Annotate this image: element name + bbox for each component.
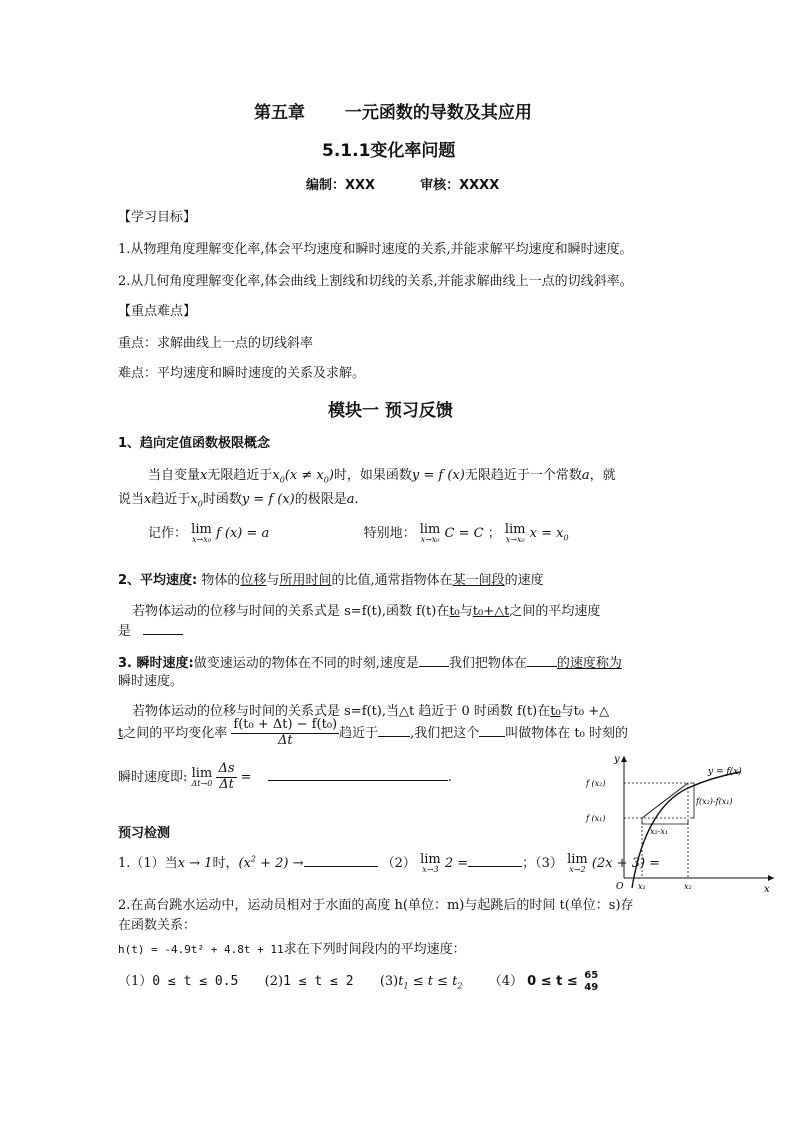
limit-notation-line: 记作： lim x→x₀ f (x) = a 特别地： lim x→x₀ C = C ； lim x→x₀ $x = x_0$ bbox=[148, 522, 569, 544]
math-expr: (2x + 3) = bbox=[591, 856, 661, 871]
answer-blank[interactable] bbox=[527, 654, 557, 667]
limit-expr: lim x→2 bbox=[567, 852, 588, 874]
text: 做变速运动的物体在不同的时刻,速度是 bbox=[193, 656, 419, 671]
math-limit-x: $x = x_0$ bbox=[529, 526, 569, 543]
inst-speed-para3: 瞬时速度即: lim Δt→0 $\frac{\Delta s}{\Delta t}$ = . bbox=[118, 761, 452, 792]
math-expr: $(x^2 + 2)$ → bbox=[238, 854, 304, 871]
check-question-2b: 在函数关系： bbox=[118, 918, 197, 933]
text: t₀ bbox=[550, 704, 561, 719]
text: 与 bbox=[560, 704, 574, 719]
option-3-range: $t_1 \le t \le t_2$ bbox=[398, 974, 463, 991]
limit-concept-heading: 1、趋向定值函数极限概念 bbox=[118, 436, 271, 451]
fraction-numerator: f(t₀ + Δt) − f(t₀) bbox=[233, 717, 338, 732]
math-x: x bbox=[200, 468, 208, 483]
keys-heading: 【重点难点】 bbox=[118, 304, 197, 319]
inst-speed-heading: 3. 瞬时速度: bbox=[118, 656, 194, 671]
height-function: h(t) = -4.9t² + 4.8t + 11 bbox=[118, 943, 284, 956]
math-x: x bbox=[144, 492, 152, 507]
option-3-label: (3) bbox=[379, 974, 399, 989]
check-question-1 bbox=[118, 852, 660, 874]
text: 所用时间 bbox=[279, 573, 332, 588]
origin-label: O bbox=[616, 882, 624, 892]
check-options bbox=[118, 970, 600, 993]
dx-label: x₂-x₁ bbox=[650, 827, 669, 836]
check-heading: 预习检测 bbox=[118, 826, 171, 841]
option-2-range: 1 ≤ t ≤ 2 bbox=[283, 974, 354, 989]
fraction-denominator: Δt bbox=[277, 732, 293, 748]
limit-concept-line2: 说当x趋近于$x_0$时函数y = f (x)的极限是a. bbox=[118, 492, 359, 509]
avg-speed-para1 bbox=[132, 600, 600, 619]
text: 无限趋近于一个常数 bbox=[464, 468, 582, 483]
avg-speed-para2 bbox=[118, 620, 183, 639]
x-axis-label: x bbox=[764, 884, 770, 895]
math-fx: y = f (x) bbox=[411, 468, 465, 483]
math-expr: 2 = bbox=[444, 856, 469, 871]
inst-speed-heading-line2: 瞬时速度。 bbox=[118, 674, 184, 689]
secant-line bbox=[642, 783, 688, 818]
text: 时函数 bbox=[202, 492, 242, 507]
text: 叫做物体在 t₀ 时刻的 bbox=[505, 725, 628, 741]
inst-speed-heading-line bbox=[118, 652, 622, 671]
text: 物体的 bbox=[201, 573, 241, 588]
option-1-range: 0 ≤ t ≤ 0.5 bbox=[152, 974, 239, 989]
text: t₀ bbox=[449, 604, 460, 619]
text: t₀+△t bbox=[472, 604, 510, 619]
math-a: a bbox=[346, 492, 355, 507]
text: （2） bbox=[381, 856, 416, 871]
fraction-denominator: 49 bbox=[584, 981, 599, 993]
text: 若物体运动的位移与时间的关系式是 s=f(t),当△t 趋近于 0 时函数 f(t)在 bbox=[132, 704, 551, 719]
limit-concept-line1 bbox=[148, 464, 616, 485]
chapter-name: 一元函数的导数及其应用 bbox=[344, 103, 532, 123]
text: 的极限是 bbox=[294, 492, 347, 507]
notation-label: 记作： bbox=[148, 526, 188, 541]
math-a: a bbox=[581, 468, 590, 483]
text: 的比值,通常指物体在 bbox=[331, 573, 453, 588]
avg-speed-heading: 2、平均速度: bbox=[118, 573, 198, 588]
answer-blank[interactable] bbox=[378, 724, 410, 737]
text: ；（3） bbox=[522, 856, 563, 871]
text: 时， bbox=[212, 856, 239, 871]
text: 与 bbox=[266, 573, 280, 588]
goal-2: 2.从几何角度理解变化率,体会曲线上割线和切线的关系,并能求解曲线上一点的切线斜率。 bbox=[118, 274, 633, 289]
math-x0: $x_0$ bbox=[190, 492, 203, 509]
goals-heading: 【学习目标】 bbox=[118, 210, 197, 225]
option-4-label: （4） bbox=[488, 974, 523, 989]
reviewer-label: 审核：XXXX bbox=[420, 178, 500, 193]
math-x0: $x_0(x \ne x_0)$ bbox=[272, 468, 334, 485]
text: 某一间段 bbox=[452, 573, 505, 588]
curve-label: y = f(x) bbox=[708, 767, 742, 777]
dx-bracket bbox=[642, 820, 688, 824]
text: 趋近于 bbox=[339, 725, 379, 741]
limit-expr: lim x→x₀ bbox=[419, 522, 441, 544]
avg-speed-heading-line bbox=[118, 569, 544, 588]
x2-label: x₂ bbox=[684, 882, 692, 891]
dy-bracket bbox=[690, 783, 694, 818]
answer-blank[interactable] bbox=[419, 654, 449, 667]
limit-expr: lim x→3 bbox=[420, 852, 441, 874]
text: 瞬时速度即: bbox=[118, 769, 188, 785]
goal-1: 1.从物理角度理解变化率,体会平均速度和瞬时速度的关系,并能求解平均速度和瞬时速度。 bbox=[118, 242, 633, 257]
difficult-point: 难点：平均速度和瞬时速度的关系及求解。 bbox=[118, 366, 366, 381]
text: 之间的平均变化率 bbox=[123, 725, 228, 741]
ds-dt-fraction: $\frac{\Delta s}{\Delta t}$ bbox=[218, 761, 235, 792]
text: 是 bbox=[118, 624, 132, 639]
text: 说当 bbox=[118, 492, 145, 507]
answer-blank[interactable] bbox=[304, 854, 378, 867]
check-question-2c bbox=[118, 938, 466, 957]
y-axis-arrow bbox=[621, 756, 627, 762]
section-title: 5.1.1变化率问题 bbox=[322, 141, 456, 161]
special-label: 特别地： bbox=[363, 526, 416, 541]
text: 求在下列时间段内的平均速度： bbox=[283, 942, 466, 957]
module-title: 模块一 预习反馈 bbox=[328, 401, 453, 421]
answer-blank[interactable] bbox=[468, 854, 522, 867]
math-limit-fx: f (x) = a bbox=[215, 526, 270, 541]
function-curve bbox=[632, 772, 740, 888]
text: t bbox=[118, 725, 124, 741]
text: 1.（1）当 bbox=[118, 856, 178, 871]
limit-expr: lim x→x₀ bbox=[504, 522, 526, 544]
x-axis-arrow bbox=[768, 875, 774, 881]
text: 的速度 bbox=[504, 573, 544, 588]
text: 若物体运动的位移与时间的关系式是 s=f(t),函数 f(t)在 bbox=[132, 604, 450, 619]
math-fx: y = f (x) bbox=[241, 492, 295, 507]
fx1-label: f (x₁) bbox=[586, 814, 606, 823]
editor-label: 编制：XXX bbox=[306, 178, 376, 193]
answer-blank[interactable] bbox=[268, 768, 448, 781]
fraction-numerator: 65 bbox=[584, 970, 599, 981]
option-2-label: (2) bbox=[264, 974, 284, 989]
key-point: 重点：求解曲线上一点的切线斜率 bbox=[118, 336, 314, 351]
text: 位移 bbox=[240, 573, 267, 588]
text: t₀ +△ bbox=[573, 704, 610, 719]
text: 时，如果函数 bbox=[333, 468, 412, 483]
limit-expr: lim x→x₀ bbox=[191, 522, 212, 544]
text: 趋近于 bbox=[151, 492, 191, 507]
fx2-label: f (x₂) bbox=[586, 779, 606, 788]
text: ，就 bbox=[589, 468, 616, 483]
text: 之间的平均速度 bbox=[509, 604, 601, 619]
answer-blank[interactable] bbox=[479, 724, 505, 737]
text: ,我们把这个 bbox=[410, 725, 480, 741]
text: 的速度称为 bbox=[556, 656, 622, 671]
text: 无限趋近于 bbox=[207, 468, 273, 483]
avg-change-fraction bbox=[231, 718, 339, 749]
option-4-range: 0 ≤ t ≤ 65 49 bbox=[527, 970, 599, 993]
author-line bbox=[306, 174, 499, 193]
dy-label: f(x₂)-f(x₁) bbox=[696, 797, 733, 806]
chapter-title-line bbox=[254, 98, 532, 123]
x1-label: x₁ bbox=[638, 882, 646, 891]
secant-graph bbox=[584, 748, 784, 898]
chapter-number: 第五章 bbox=[254, 103, 305, 123]
answer-blank[interactable] bbox=[143, 622, 183, 635]
option-1-label: （1） bbox=[118, 974, 153, 989]
math-x-to-1: x → 1 bbox=[177, 856, 213, 871]
check-question-2a: 2.在高台跳水运动中，运动员相对于水面的高度 h(单位：m)与起跳后的时间 t(单位：s)存 bbox=[118, 898, 634, 913]
inst-speed-para2 bbox=[118, 718, 628, 749]
y-axis-label: y bbox=[614, 754, 620, 765]
limit-expr: lim Δt→0 bbox=[191, 765, 213, 788]
text: 我们把物体在 bbox=[448, 656, 527, 671]
text: 与 bbox=[459, 604, 473, 619]
text: 当自变量 bbox=[148, 468, 201, 483]
inst-speed-para1 bbox=[132, 700, 609, 719]
math-limit-c: C = C bbox=[444, 526, 484, 541]
